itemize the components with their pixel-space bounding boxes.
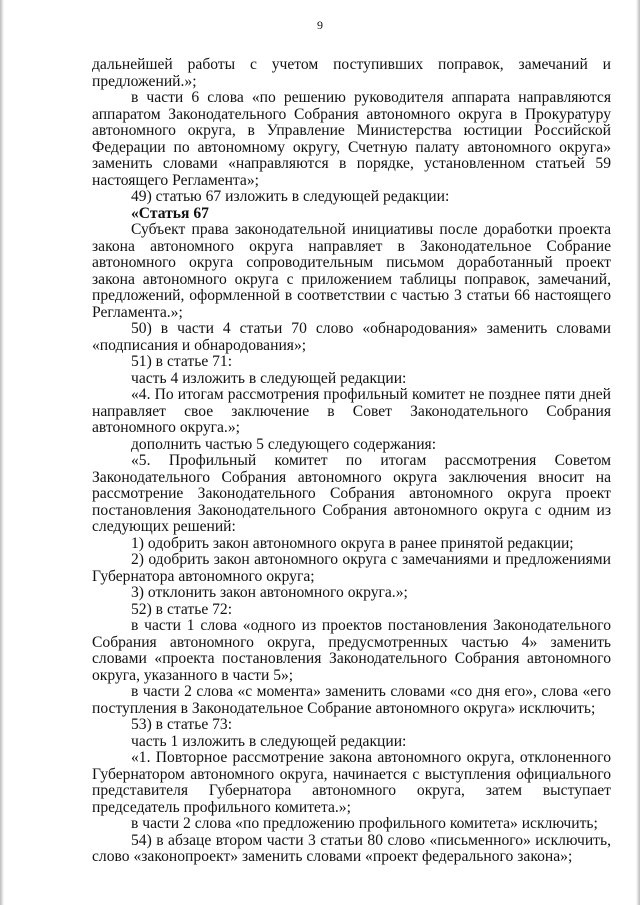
- paragraph: в части 2 слова «с момента» заменить словами «со дня его», слова «его поступления в Законодательное Собрание автономного округа» исключить;: [92, 683, 611, 717]
- list-item: 1) одобрить закон автономного округа в ранее принятой редакции;: [131, 534, 574, 552]
- paragraph: в части 6 слова «по решению руководителя аппарата направляются аппаратом Законодательного Собрания автономного округа в Прокуратуру автономного округа, в Управление Министерства юстиции Российской Федерации по автономному округу, Счетную палату автономного округа» заменить словами «направляются в порядке, установленном статьей 59 настоящего Регламента»;: [92, 89, 611, 189]
- list-item: 3) отклонить закон автономного округа.»;: [131, 584, 408, 601]
- paragraph: «5. Профильный комитет по итогам рассмотрения Советом Законодательного Собрания автономного округа заключения вносит на рассмотрение Законодательного Собрания автономного округа проект постановления Законодательного Собрания автономного округа с одним из следующих решений:: [92, 452, 611, 535]
- document-body: [92, 57, 611, 866]
- paragraph: «1. Повторное рассмотрение закона автономного округа, отклоненного Губернатором автономного округа, начинается с выступления официального представителя Губернатора автономного округа, затем выступает председатель профильного комитета.»;: [92, 749, 611, 816]
- paragraph: 50) в части 4 статьи 70 слово «обнародования» заменить словами «подписания и обнародования»;: [92, 320, 611, 354]
- paragraph: 51) в статье 71:: [131, 353, 233, 370]
- paragraph: часть 4 изложить в следующей редакции:: [131, 369, 407, 387]
- paragraph: 54) в абзаце втором части 3 статьи 80 слово «письменного» исключить, слово «законопроект» заменить словами «проект федерального закона»;: [92, 831, 611, 865]
- paragraph: дальнейшей работы с учетом поступивших поправок, замечаний и предложений.»;: [92, 56, 611, 90]
- scan-edge-right: [636, 0, 640, 905]
- paragraph: Субъект права законодательной инициативы после доработки проекта закона автономного округа направляет в Законодательное Собрание автономного округа сопроводительным письмом доработанный проект закона автономного округа с приложением таблицы поправок, замечаний, предложений, оформленной в соответствии с частью 3 статьи 66 настоящего Регламента.»;: [92, 221, 611, 321]
- paragraph: «4. По итогам рассмотрения профильный комитет не позднее пяти дней направляет свое заключение в Совет Законодательного Собрания автономного округа.»;: [92, 386, 611, 436]
- article-heading: «Статья 67: [131, 204, 209, 222]
- paragraph: часть 1 изложить в следующей редакции:: [131, 732, 407, 750]
- scan-edge-left: [0, 0, 4, 905]
- list-item: 2) одобрить закон автономного округа с замечаниями и предложениями Губернатора автономного округа;: [92, 551, 611, 585]
- paragraph: в части 1 слова «одного из проектов постановления Законодательного Собрания автономного округа, предусмотренных частью 4» заменить словами «проекта постановления Законодательного Собрания автономного округа, указанного в части 5»;: [92, 617, 611, 684]
- paragraph: 52) в статье 72:: [131, 600, 233, 618]
- paragraph: дополнить частью 5 следующего содержания:: [131, 435, 437, 453]
- paragraph: 53) в статье 73:: [131, 716, 233, 733]
- paragraph: 49) статью 67 изложить в следующей редакции:: [131, 188, 450, 205]
- page-number: 9: [317, 18, 323, 32]
- paragraph: в части 2 слова «по предложению профильного комитета» исключить;: [131, 815, 598, 832]
